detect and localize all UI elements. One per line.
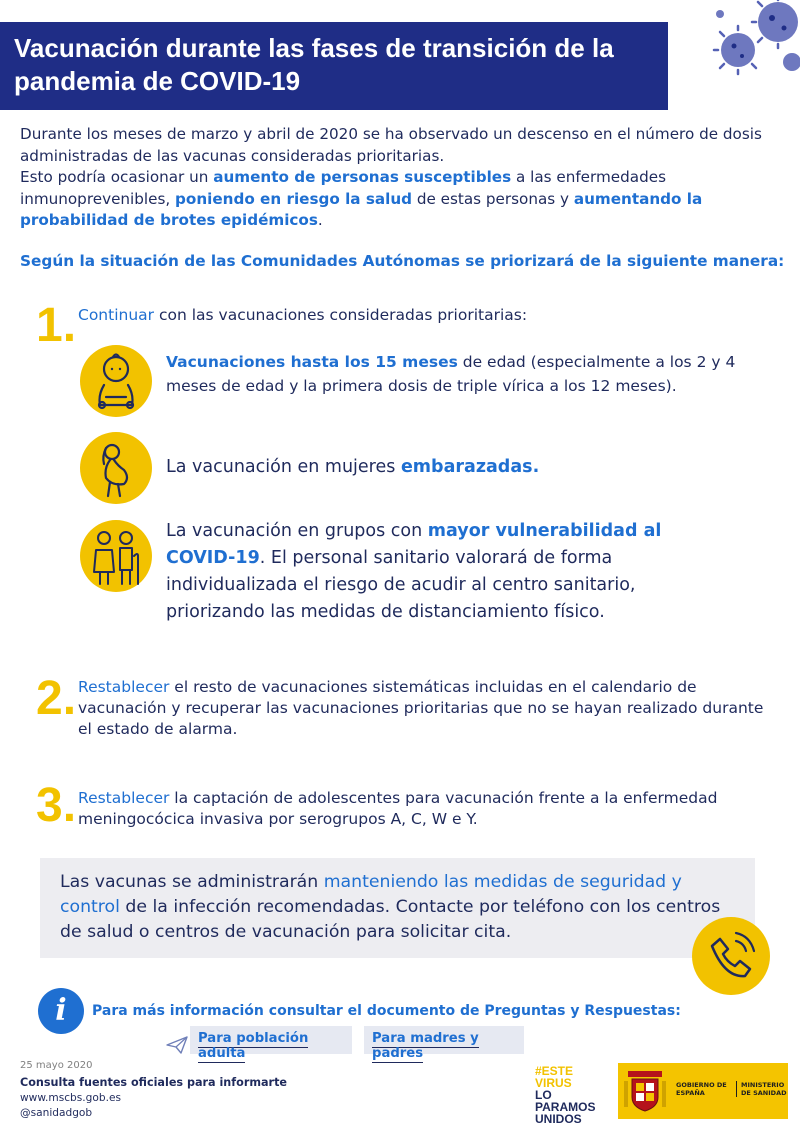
intro-text-2: Esto podría ocasionar un aumento de personas susceptibles a las enfermedades inmunoprevenibles, poniendo en riesgo la salud de estas personas y aumentando la probabilidad de brotes epidémicos. (20, 168, 703, 229)
step-number-3: 3. (36, 779, 77, 832)
step-number-1: 1. (36, 299, 77, 352)
intro-paragraph (20, 124, 780, 232)
intro-text-1: Durante los meses de marzo y abril de 2020 se ha observado un descenso en el número de dosis administradas de las vacunas consideradas prioritarias. (20, 125, 762, 165)
publish-date: 25 mayo 2020 (20, 1060, 93, 1071)
campaign-logo: #ESTE VIRUS LO PARAMOS UNIDOS (535, 1064, 596, 1126)
send-icon (166, 1036, 188, 1054)
info-text: Para más información consultar el documento de Preguntas y Respuestas: (92, 1003, 681, 1019)
subitem-pregnant: La vacunación en mujeres embarazadas. (166, 457, 540, 477)
title-banner (0, 22, 668, 110)
step-3: Restablecer la captación de adolescentes para vacunación frente a la enfermedad meningocócica invasiva por serogrupos A, C, W e Y. (78, 789, 718, 828)
step-2: Restablecer el resto de vacunaciones sistemáticas incluidas en el calendario de vacunación y recuperar las vacunaciones prioritarias que no se hayan realizado durante el estado de alarma. (78, 678, 764, 738)
subitem-infants: Vacunaciones hasta los 15 meses de edad (especialmente a los 2 y 4 meses de edad y la primera dosis de triple vírica a los 12 meses). (166, 353, 736, 395)
info-icon: i (38, 988, 84, 1034)
priority-heading: Según la situación de las Comunidades Autónomas se priorizará de la siguiente manera: (20, 252, 785, 270)
coat-of-arms-icon (624, 1069, 666, 1113)
website-link[interactable]: www.mscbs.gob.es (20, 1092, 121, 1104)
government-logo (618, 1063, 788, 1119)
page-title: Vacunación durante las fases de transición de la pandemia de COVID-19 (14, 33, 614, 96)
subitem-vulnerable: La vacunación en grupos con mayor vulnerabilidad al COVID-19. El personal sanitario valorará de forma individualizada el riesgo de acudir al centro sanitario, priorizando las medidas de distanciamiento físico. (166, 521, 662, 622)
consult-text: Consulta fuentes oficiales para informarte (20, 1076, 288, 1089)
notice-box: Las vacunas se administrarán manteniendo las medidas de seguridad y control de la infección recomendadas. Contacte por teléfono con los centros de salud o centros de vacunación para solicitar cita. (40, 858, 755, 958)
phone-icon (692, 917, 770, 995)
ministry-name: MINISTERIO DE SANIDAD (736, 1081, 788, 1097)
pregnant-woman-icon (80, 432, 152, 504)
step-number-2: 2. (36, 672, 77, 725)
government-name: GOBIERNO DE ESPAÑA (676, 1081, 727, 1097)
step-1: Continuar con las vacunaciones consideradas prioritarias: (78, 306, 528, 324)
social-handle[interactable]: @sanidadgob (20, 1107, 93, 1119)
link-parents[interactable]: Para madres y padres (364, 1026, 524, 1054)
link-adults[interactable]: Para población adulta (190, 1026, 352, 1054)
virus-icon (700, 0, 800, 90)
elderly-couple-icon (80, 520, 152, 592)
baby-icon (80, 345, 152, 417)
